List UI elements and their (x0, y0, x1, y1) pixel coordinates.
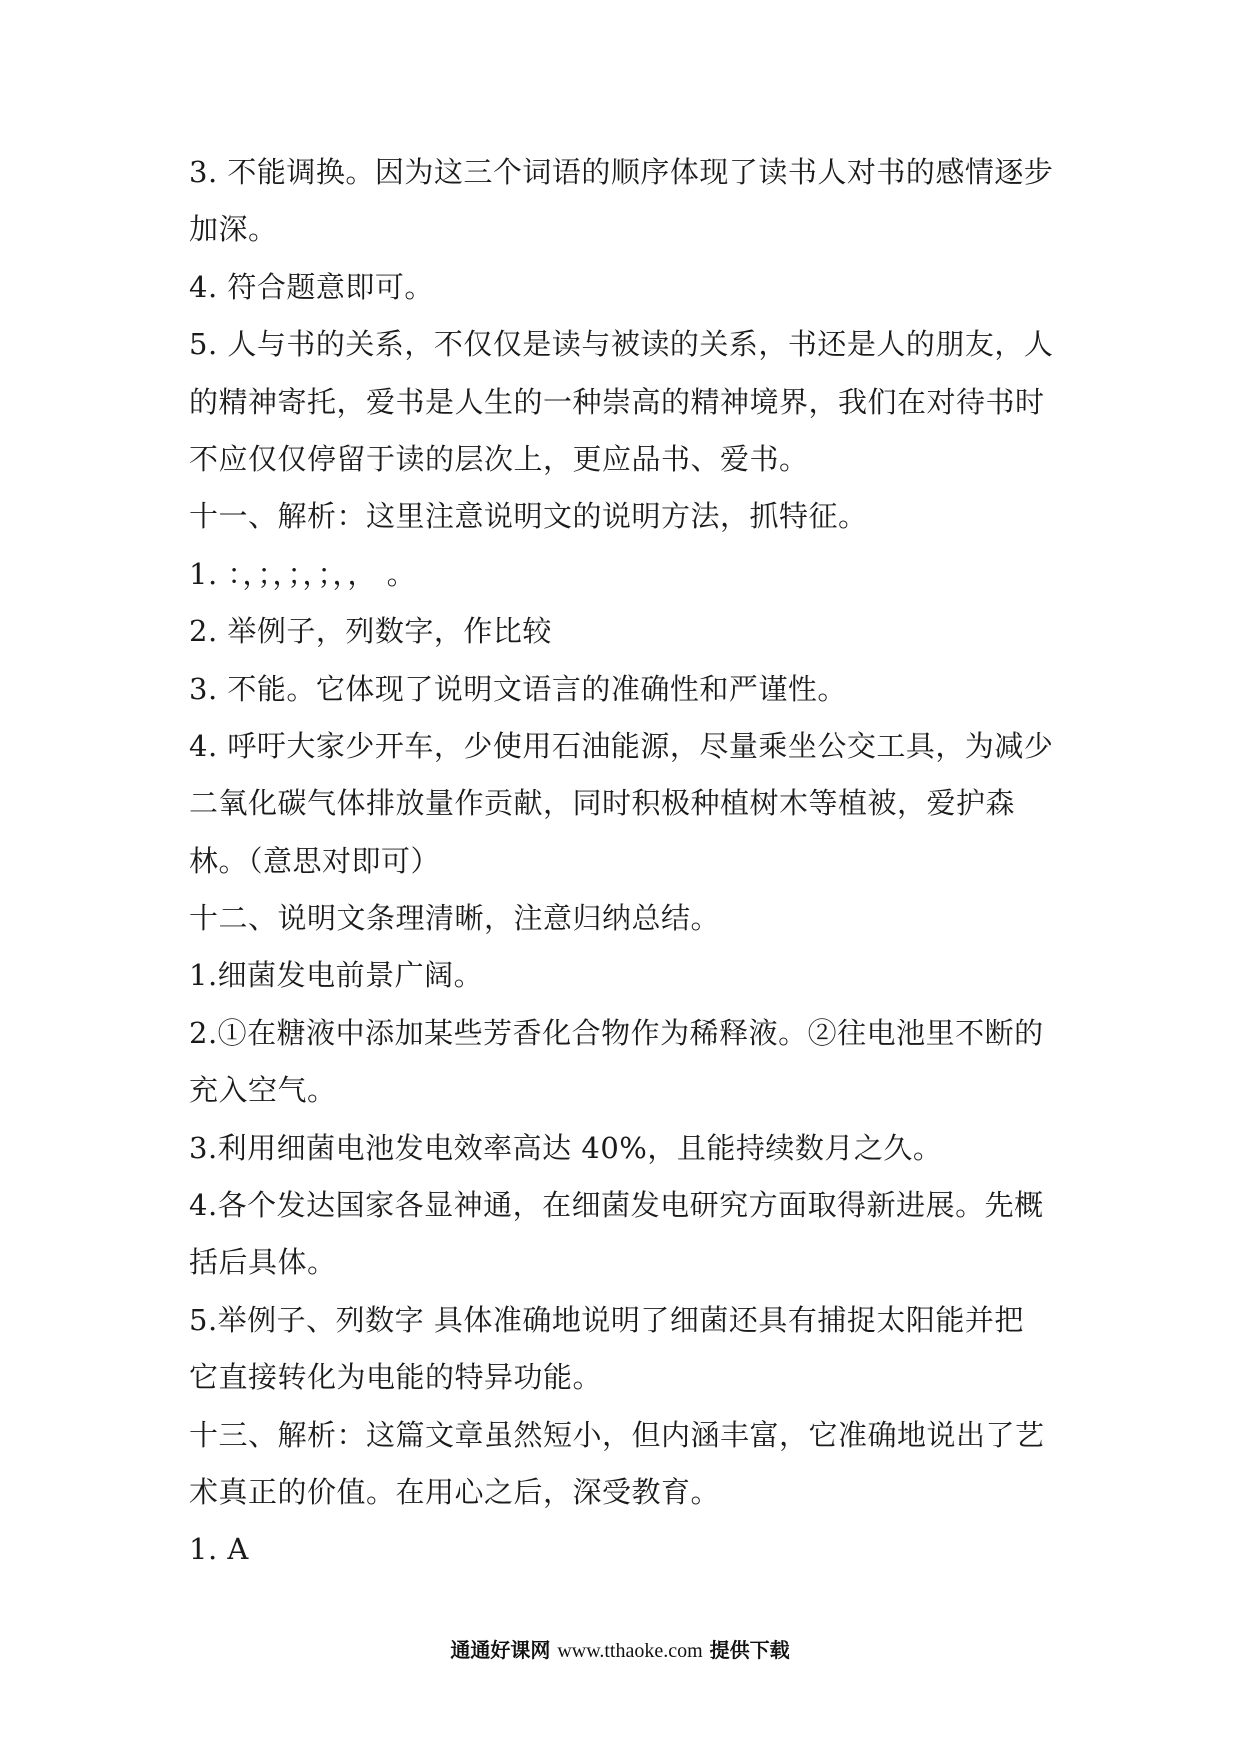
text-line: 2.①在糖液中添加某些芳香化合物作为稀释液。②往电池里不断的 (189, 1015, 1044, 1050)
text-line: 2. 举例子，列数字，作比较 (189, 614, 552, 649)
footer-site-name: 通通好课网 (450, 1638, 551, 1662)
text-line: 的精神寄托，爱书是人生的一种崇高的精神境界，我们在对待书时 (189, 384, 1045, 419)
text-line: 括后具体。 (189, 1245, 337, 1280)
text-line: 1.细菌发电前景广阔。 (189, 958, 484, 993)
text-line: 3. 不能。它体现了说明文语言的准确性和严谨性。 (189, 671, 847, 706)
text-line: 不应仅仅停留于读的层次上，更应品书、爱书。 (189, 441, 809, 476)
footer-suffix: 提供下载 (709, 1638, 790, 1662)
text-line: 3.利用细菌电池发电效率高达 40%，且能持续数月之久。 (189, 1130, 943, 1165)
text-line: 林。（意思对即可） (189, 843, 441, 878)
text-line: 1. ：，；，；，；，， 。 (189, 556, 417, 591)
text-line: 二氧化碳气体排放量作贡献，同时积极种植树木等植被，爱护森 (189, 786, 1016, 821)
text-line: 5.举例子、列数字 具体准确地说明了细菌还具有捕捉太阳能并把 (189, 1302, 1024, 1337)
document-body (189, 144, 1069, 1579)
section-heading: 十一、解析：这里注意说明文的说明方法，抓特征。 (189, 499, 868, 534)
text-line: 充入空气。 (189, 1073, 337, 1108)
text-line: 4. 符合题意即可。 (189, 269, 434, 304)
text-line: 1. A (189, 1532, 249, 1567)
footer-url-link[interactable]: www.tthaoke.com (557, 1640, 703, 1662)
text-line: 4.各个发达国家各显神通，在细菌发电研究方面取得新进展。先概 (189, 1188, 1044, 1223)
section-heading: 十二、说明文条理清晰，注意归纳总结。 (189, 901, 721, 936)
text-line: 术真正的价值。在用心之后，深受教育。 (189, 1474, 721, 1509)
text-line: 5. 人与书的关系，不仅仅是读与被读的关系，书还是人的朋友，人 (189, 327, 1054, 362)
text-line: 4. 呼吁大家少开车，少使用石油能源，尽量乘坐公交工具，为减少 (189, 728, 1054, 763)
text-line: 它直接转化为电能的特异功能。 (189, 1360, 603, 1395)
text-line: 3. 不能调换。因为这三个词语的顺序体现了读书人对书的感情逐步 (189, 155, 1054, 189)
text-line: 加深。 (189, 212, 278, 247)
section-heading: 十三、解析：这篇文章虽然短小，但内涵丰富，它准确地说出了艺 (189, 1417, 1045, 1452)
page-footer (0, 1634, 1240, 1663)
